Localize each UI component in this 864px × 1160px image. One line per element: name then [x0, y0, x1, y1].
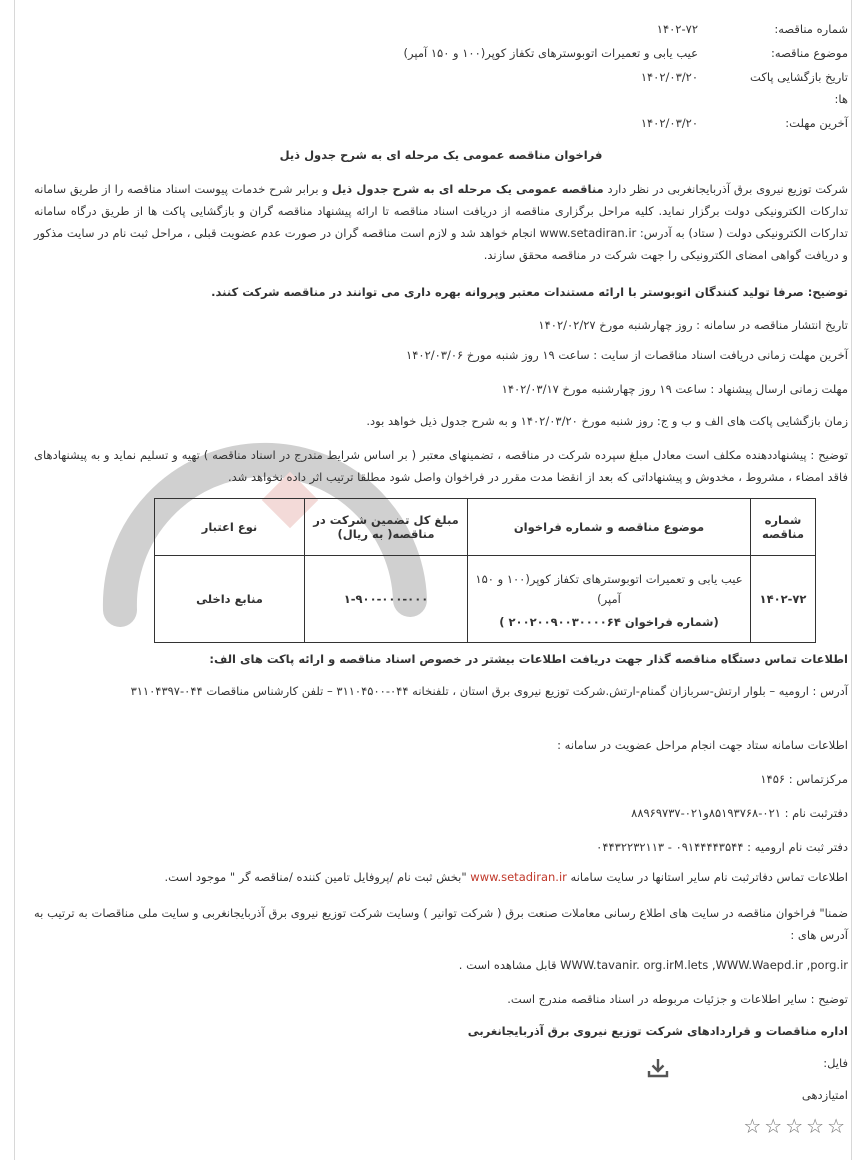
meta-label: تاریخ بازگشایی پاکت: [750, 70, 848, 84]
contact-heading: اطلاعات تماس دستگاه مناقصه گذار جهت دریافت اطلاعات بیشتر در خصوص اسناد مناقصه و ارائه پاکت های الف:: [209, 652, 848, 666]
cell-tender-number: ۱۴۰۲-۷۲: [751, 556, 816, 643]
meta-value: ۱۴۰۲-۷۲: [656, 22, 698, 36]
meta-label: موضوع مناقصه:: [771, 46, 848, 60]
sites-suffix: قابل مشاهده است .: [458, 958, 561, 972]
meta-value: عیب یابی و تعمیرات اتوبوسترهای تکفاز کوپر(۱۰۰ و ۱۵۰ آمپر): [403, 46, 698, 60]
cell-credit-type: منابع داخلی: [155, 556, 305, 643]
other-offices-text-rest: "بخش ثبت نام /پروفایل تامین کننده /مناقصه گر " موجود است.: [164, 870, 471, 884]
cell-call-number: (شماره فراخوان ۲۰۰۲۰۰۹۰۰۳۰۰۰۰۶۴ ): [499, 615, 719, 629]
meta-opening-cont: [34, 92, 848, 112]
sites-line: [34, 954, 848, 976]
final-note: توضیح : سایر اطلاعات و جزئیات مربوطه در اسناد مناقصه مندرج است.: [507, 992, 848, 1006]
meta-deadline: [34, 116, 848, 136]
urmia-office: دفتر ثبت نام ارومیه : ۰۹۱۴۴۴۴۳۵۴۴ - ۰۴۴۳۲۲۳۲۱۱۳: [596, 840, 848, 854]
meta-label: ها:: [834, 92, 848, 106]
publish-note: ضمنا" فراخوان مناقصه در سایت های اطلاع رسانی معاملات صنعت برق ( شرکت توانیر ) وسایت شرکت توزیع نیروی برق آذربایجانغربی و سایت ملی مناقصات به ترتیب به آدرس های :: [34, 906, 848, 942]
setad-info: اطلاعات سامانه ستاد جهت انجام مراحل عضویت در سامانه :: [557, 738, 848, 752]
meta-opening-date: [34, 70, 848, 90]
meta-value: ۱۴۰۲/۰۳/۲۰: [640, 116, 698, 130]
meta-value: ۱۴۰۲/۰۳/۲۰: [640, 70, 698, 84]
header-subject: موضوع مناقصه و شماره فراخوان: [468, 499, 751, 556]
intro-text: شرکت توزیع نیروی برق آذربایجانغربی در نظر دارد: [603, 182, 848, 196]
download-icon[interactable]: [646, 1056, 670, 1080]
file-label: فایل:: [823, 1056, 848, 1070]
tender-table: [154, 498, 816, 643]
signature: اداره مناقصات و قراردادهای شرکت توزیع نیروی برق آذربایجانغربی: [467, 1024, 848, 1038]
date-docs-deadline: آخرین مهلت زمانی دریافت اسناد مناقصات از سایت : ساعت ۱۹ روز شنبه مورخ ۱۴۰۲/۰۳/۰۶: [406, 348, 848, 362]
rating-stars[interactable]: ☆☆☆☆☆: [743, 1114, 848, 1138]
date-submission: مهلت زمانی ارسال پیشنهاد : ساعت ۱۹ روز چهارشنبه مورخ ۱۴۰۲/۰۳/۱۷: [501, 382, 848, 396]
cell-subject: [468, 556, 751, 643]
intro-bold-text: مناقصه عمومی یک مرحله ای به شرح جدول ذیل: [331, 182, 604, 196]
producers-note: توضیح: صرفا تولید کنندگان اتوبوستر با ارائه مستندات معتبر وپروانه بهره داری می توانند در مناقصه شرکت کنند.: [211, 285, 848, 299]
header-guarantee-amount: مبلغ کل تضمین شرکت در مناقصه( به ریال): [305, 499, 468, 556]
other-offices-text: اطلاعات تماس دفاترثبت نام سایر استانها در سایت سامانه: [566, 870, 848, 884]
header-tender-number: شماره مناقصه: [751, 499, 816, 556]
date-opening: زمان بازگشایی پاکت های الف و ب و ج: روز شنبه مورخ ۱۴۰۲/۰۳/۲۰ و به شرح جدول ذیل خواهد بود.: [366, 414, 848, 428]
table-row: [155, 556, 816, 643]
call-center: مرکزتماس : ۱۴۵۶: [760, 772, 848, 786]
header-credit-type: نوع اعتبار: [155, 499, 305, 556]
sites-urls: WWW.tavanir. org.irM.lets ,WWW.Waepd.ir ,porg.ir: [560, 958, 848, 972]
date-publish: تاریخ انتشار مناقصه در سامانه : روز چهارشنبه مورخ ۱۴۰۲/۰۲/۲۷: [538, 318, 848, 332]
cell-subject-text: عیب یابی و تعمیرات اتوبوسترهای تکفاز کوپر(۱۰۰ و ۱۵۰ آمپر): [475, 572, 743, 606]
other-offices: [34, 866, 848, 888]
guarantee-note: توضیح : پیشنهاددهنده مکلف است معادل مبلغ سپرده شرکت در مناقصه ، تضمینهای معتبر ( بر اساس شرایط مندرج در اسناد مناقصه ) تهیه و تسلیم نماید و به پیشنهادهای فاقد امضاء ، مشروط ، مخدوش و پیشنهاداتی که بعد از انقضا مدت مقرر در فراخوان واصل شود مطلقا ترتیب اثر داده نخواهد شد.: [34, 448, 848, 484]
meta-label: شماره مناقصه:: [774, 22, 848, 36]
intro-text-rest: و برابر شرح خدمات پیوست اسناد مناقصه را از طریق سامانه تدارکات الکترونیکی دولت برگزار نماید. کلیه مراحل برگزاری مناقصه از دریافت اسناد مناقصه تا ارائه پیشنهاد مناقصه گران و بازگشایی پاکت ها از طریق درگاه سامانه تدارکات الکترونیکی دولت ( ستاد) به آدرس: www.setadiran.ir انجام خواهد شد و لازم است مناقصه گران در صورت عدم عضویت قبلی ، مراحل ثبت نام در سایت مذکور و دریافت گواهی امضای الکترونیکی را جهت شرکت در مناقصه محقق سازند.: [34, 182, 848, 262]
registry-office: دفترثبت نام : ۰۲۱-۸۵۱۹۳۷۶۸و۰۲۱-۸۸۹۶۹۷۳۷: [631, 806, 848, 820]
setadiran-link[interactable]: www.setadiran.ir: [470, 870, 567, 884]
address-text: آدرس : ارومیه – بلوار ارتش-سربازان گمنام-ارتش.شرکت توزیع نیروی برق استان ، تلفنخانه ۰۴۴-۳۱۱۰۴۵۰۰ – تلفن کارشناس مناقصات ۰۴۴-۳۱۱۰۴۳۹۷: [130, 684, 848, 698]
intro-paragraph: [34, 178, 848, 266]
cell-guarantee-amount: ۱-۹۰۰-۰۰۰-۰۰۰: [305, 556, 468, 643]
rating-label: امتیازدهی: [801, 1088, 848, 1102]
meta-subject: [34, 46, 848, 66]
announcement-heading: فراخوان مناقصه عمومی یک مرحله ای به شرح جدول ذیل: [279, 148, 603, 162]
meta-label: آخرین مهلت:: [785, 116, 848, 130]
meta-tender-number: [34, 22, 848, 42]
table-header-row: [155, 499, 816, 556]
